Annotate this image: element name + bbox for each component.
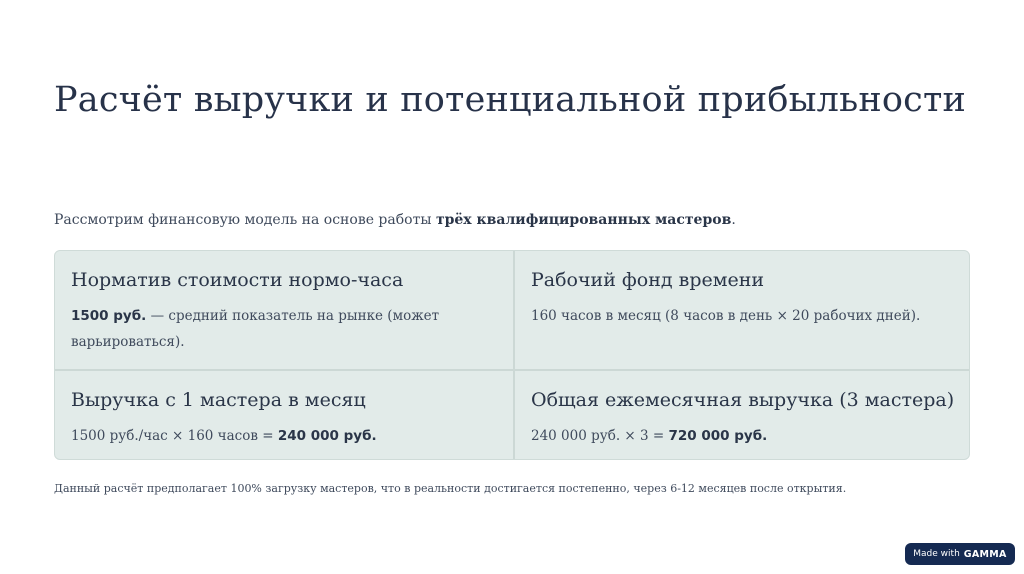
card-work-time	[513, 251, 970, 369]
card-text	[71, 303, 497, 355]
intro-prefix: Рассмотрим финансовую модель на основе работы	[54, 212, 436, 228]
footnote: Данный расчёт предполагает 100% загрузку мастеров, что в реальности достигается постепенно, через 6-12 месяцев после открытия.	[54, 482, 847, 495]
intro-suffix: .	[731, 212, 736, 228]
card-title: Выручка с 1 мастера в месяц	[71, 389, 366, 411]
badge-prefix: Made with	[913, 549, 960, 559]
card-bold-value: 720 000 руб.	[668, 428, 768, 444]
slide-title: Расчёт выручки и потенциальной прибыльности	[54, 80, 967, 120]
intro-text	[54, 209, 736, 231]
card-text	[71, 423, 497, 449]
card-title: Норматив стоимости нормо-часа	[71, 269, 404, 291]
intro-bold: трёх квалифицированных мастеров	[435, 212, 732, 228]
made-with-gamma-badge[interactable]	[905, 543, 1015, 565]
card-description: — средний показатель на рынке (может варьироваться).	[71, 308, 440, 350]
card-title: Рабочий фонд времени	[531, 269, 765, 291]
card-formula: 240 000 руб. × 3 =	[531, 428, 669, 444]
metrics-grid	[54, 250, 970, 460]
card-revenue-per-master	[55, 369, 513, 460]
card-bold-value: 240 000 руб.	[277, 428, 377, 444]
card-text: 160 часов в месяц (8 часов в день × 20 рабочих дней).	[531, 308, 921, 324]
card-bold-value: 1500 руб.	[71, 308, 147, 324]
card-formula: 1500 руб./час × 160 часов =	[71, 428, 278, 444]
gamma-logo-text: GAMMA	[963, 548, 1007, 560]
card-text	[531, 423, 955, 449]
card-total-revenue	[513, 369, 970, 460]
card-title: Общая ежемесячная выручка (3 мастера)	[531, 389, 955, 411]
card-hour-rate	[55, 251, 513, 369]
